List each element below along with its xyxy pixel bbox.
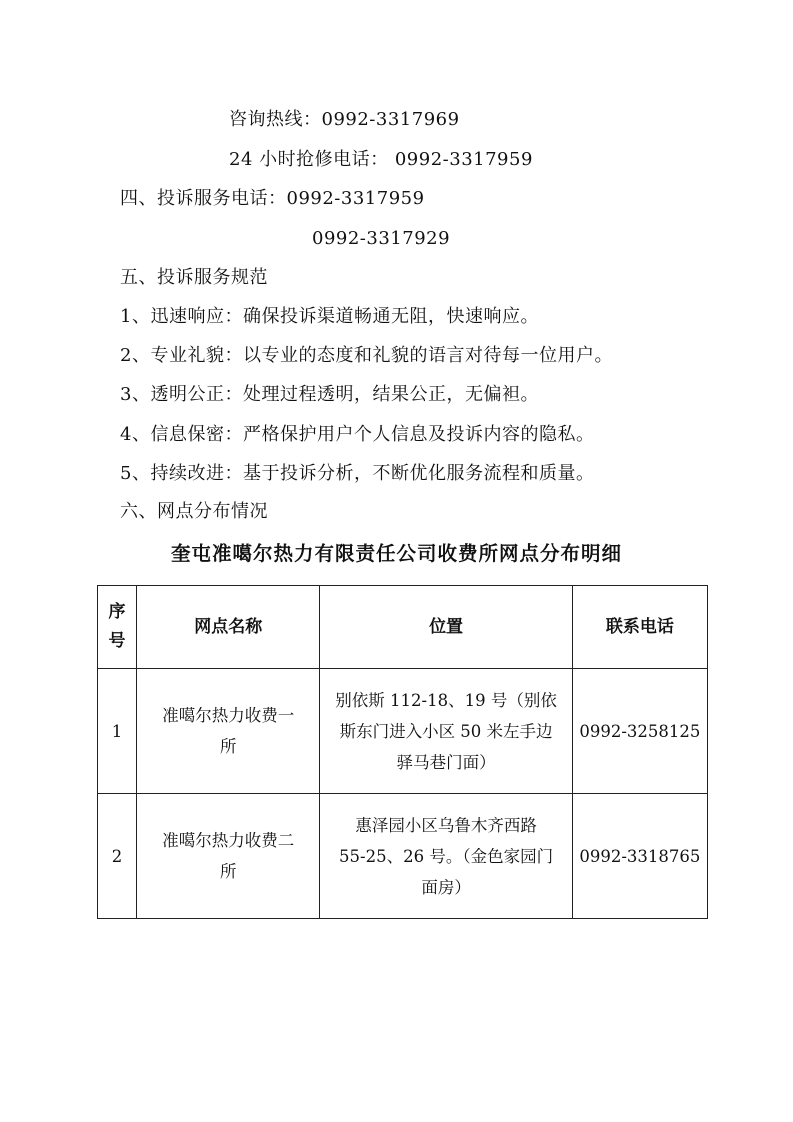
row-location-line: 别依斯 112-18、19 号（别依 — [335, 690, 557, 710]
row-phone: 0992-3258125 — [572, 669, 707, 794]
header-location: 位置 — [320, 586, 572, 669]
row-location-line: 驿马巷门面） — [396, 752, 496, 772]
header-seq — [98, 586, 137, 669]
row-phone: 0992-3318765 — [572, 794, 707, 919]
table-row — [98, 794, 708, 919]
row-location-line: 面房） — [421, 877, 471, 897]
standard-item-4: 4、信息保密：严格保护用户个人信息及投诉内容的隐私。 — [120, 424, 595, 445]
row-location-line: 斯东门进入小区 50 米左手边 — [339, 721, 553, 741]
row-location-line: 惠泽园小区乌鲁木齐西路 — [355, 815, 537, 835]
header-seq-line-2: 号 — [108, 631, 126, 651]
row-location — [320, 669, 572, 794]
row-name-line: 所 — [219, 737, 237, 756]
table-row — [98, 669, 708, 794]
section-heading-outlets: 六、网点分布情况 — [120, 501, 268, 522]
header-seq-line-1: 序 — [108, 602, 126, 622]
repair-hotline: 24 小时抢修电话： 0992-3317959 — [229, 149, 533, 170]
header-phone: 联系电话 — [572, 586, 707, 669]
row-name — [137, 794, 320, 919]
row-name-line: 所 — [219, 862, 237, 881]
standard-item-5: 5、持续改进：基于投诉分析，不断优化服务流程和质量。 — [120, 463, 595, 484]
header-name: 网点名称 — [137, 586, 320, 669]
standard-item-3: 3、透明公正：处理过程透明，结果公正，无偏袒。 — [120, 384, 539, 405]
standard-item-1: 1、迅速响应：确保投诉渠道畅通无阻，快速响应。 — [120, 306, 539, 327]
complaint-phone-secondary: 0992-3317929 — [312, 228, 451, 249]
row-name — [137, 669, 320, 794]
row-name-line: 准噶尔热力收费二 — [162, 831, 295, 850]
section-heading-standards: 五、投诉服务规范 — [120, 267, 268, 288]
complaint-phone-heading: 四、投诉服务电话：0992-3317959 — [120, 188, 425, 209]
row-seq: 1 — [98, 669, 137, 794]
table-header-row — [98, 586, 708, 669]
outlet-table — [97, 585, 708, 919]
consultation-hotline: 咨询热线：0992-3317969 — [229, 109, 460, 130]
row-name-line: 准噶尔热力收费一 — [162, 706, 295, 725]
standard-item-2: 2、专业礼貌：以专业的态度和礼貌的语言对待每一位用户。 — [120, 345, 613, 366]
row-location — [320, 794, 572, 919]
row-location-line: 55-25、26 号。（金色家园门 — [339, 846, 554, 866]
row-seq: 2 — [98, 794, 137, 919]
table-title: 奎屯准噶尔热力有限责任公司收费所网点分布明细 — [170, 542, 622, 565]
